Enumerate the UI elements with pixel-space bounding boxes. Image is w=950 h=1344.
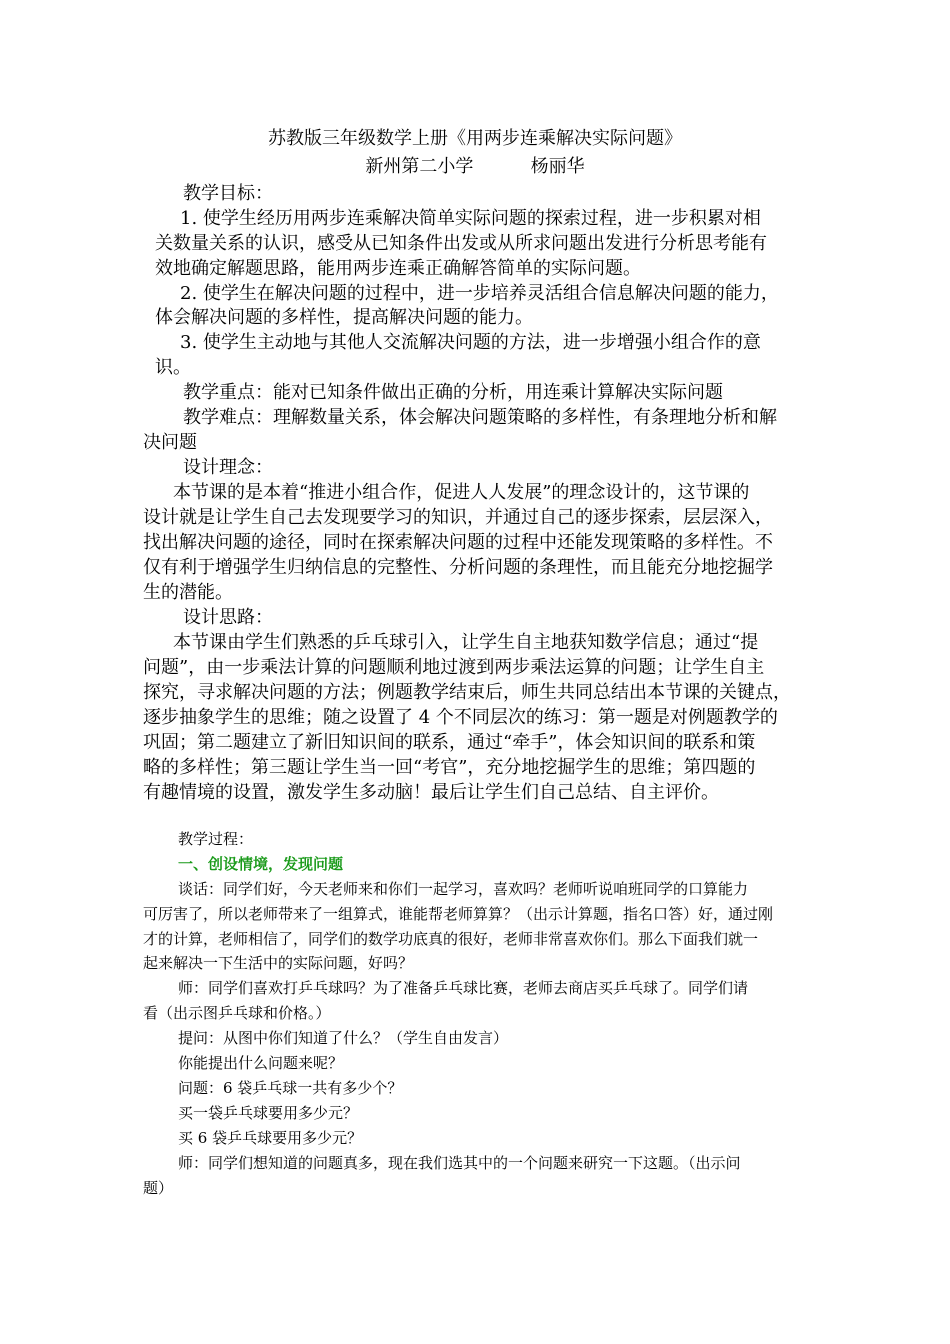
approach-line: 本节课由学生们熟悉的乒乓球引入，让学生自主地获知数学信息；通过“提 [173, 632, 759, 653]
process-line: 师：同学们喜欢打乒乓球吗？为了准备乒乓球比赛，老师去商店买乒乓球了。同学们请 [178, 979, 749, 997]
approach-line: 有趣情境的设置，激发学生多动脑！最后让学生们自己总结、自主评价。 [143, 782, 719, 803]
process-line: 买一袋乒乓球要用多少元？ [178, 1104, 359, 1122]
process-line: 谈话：同学们好，今天老师来和你们一起学习，喜欢吗？老师听说咱班同学的口算能力 [178, 880, 749, 898]
process-line: 看（出示图乒乓球和价格。） [143, 1004, 331, 1022]
process-line: 可厉害了，所以老师带来了一组算式，谁能帮老师算算？（出示计算题，指名口答）好，通过刚 [143, 905, 774, 923]
process-line: 才的计算，老师相信了，同学们的数学功底真的很好，老师非常喜欢你们。那么下面我们就一 [143, 930, 759, 948]
section-heading: 一、创设情境，发现问题 [178, 855, 344, 873]
process-line: 问题：6 袋乒乓球一共有多少个？ [178, 1079, 403, 1097]
approach-line: 逐步抽象学生的思维；随之设置了 4 个不同层次的练习：第一题是对例题教学的 [143, 707, 778, 728]
document-title: 苏教版三年级数学上册《用两步连乘解决实际问题》 [268, 128, 682, 149]
process-line: 提问：从图中你们知道了什么？（学生自由发言） [178, 1029, 509, 1047]
concept-line: 本节课的是本着“推进小组合作，促进人人发展”的理念设计的，这节课的 [173, 482, 750, 503]
teaching-difficulty-cont: 决问题 [143, 432, 197, 453]
objective-line: 3. 使学生主动地与其他人交流解决问题的方法，进一步增强小组合作的意 [180, 332, 761, 353]
concept-line: 仅有利于增强学生归纳信息的完整性、分析问题的条理性，而且能充分地挖掘学 [143, 557, 773, 578]
concept-heading: 设计理念： [183, 457, 273, 478]
process-line: 买 6 袋乒乓球要用多少元？ [178, 1129, 363, 1147]
process-line: 师：同学们想知道的问题真多，现在我们选其中的一个问题来研究一下这题。（出示问 [178, 1154, 741, 1172]
process-line: 起来解决一下生活中的实际问题，好吗？ [143, 954, 414, 972]
concept-line: 设计就是让学生自己去发现要学习的知识，并通过自己的逐步探索，层层深入， [143, 507, 773, 528]
process-line: 题） [143, 1179, 174, 1197]
process-line: 你能提出什么问题来呢？ [178, 1054, 344, 1072]
concept-line: 生的潜能。 [143, 582, 233, 603]
objective-line: 1. 使学生经历用两步连乘解决简单实际问题的探索过程，进一步积累对相 [180, 208, 761, 229]
approach-line: 问题”，由一步乘法计算的问题顺利地过渡到两步乘法运算的问题；让学生自主 [143, 657, 765, 678]
objective-line: 效地确定解题思路，能用两步连乘正确解答简单的实际问题。 [155, 258, 641, 279]
approach-line: 巩固；第二题建立了新旧知识间的联系，通过“牵手”，体会知识间的联系和策 [143, 732, 756, 753]
process-heading: 教学过程： [178, 830, 254, 848]
teaching-focus: 教学重点：能对已知条件做出正确的分析，用连乘计算解决实际问题 [183, 382, 723, 403]
objective-line: 识。 [155, 357, 191, 378]
teaching-difficulty: 教学难点：理解数量关系，体会解决问题策略的多样性，有条理地分析和解 [183, 407, 777, 428]
school-author-line: 新州第二小学 杨丽华 [365, 156, 585, 177]
approach-heading: 设计思路： [183, 607, 273, 628]
objective-line: 关数量关系的认识，感受从已知条件出发或从所求问题出发进行分析思考能有 [155, 233, 767, 254]
objectives-heading: 教学目标： [183, 183, 273, 204]
objective-line: 2. 使学生在解决问题的过程中，进一步培养灵活组合信息解决问题的能力， [180, 283, 779, 304]
approach-line: 探究，寻求解决问题的方法；例题教学结束后，师生共同总结出本节课的关键点， [143, 682, 791, 703]
objective-line: 体会解决问题的多样性，提高解决问题的能力。 [155, 307, 533, 328]
concept-line: 找出解决问题的途径，同时在探索解决问题的过程中还能发现策略的多样性。不 [143, 532, 773, 553]
approach-line: 略的多样性；第三题让学生当一回“考官”，充分地挖掘学生的思维；第四题的 [143, 757, 756, 778]
